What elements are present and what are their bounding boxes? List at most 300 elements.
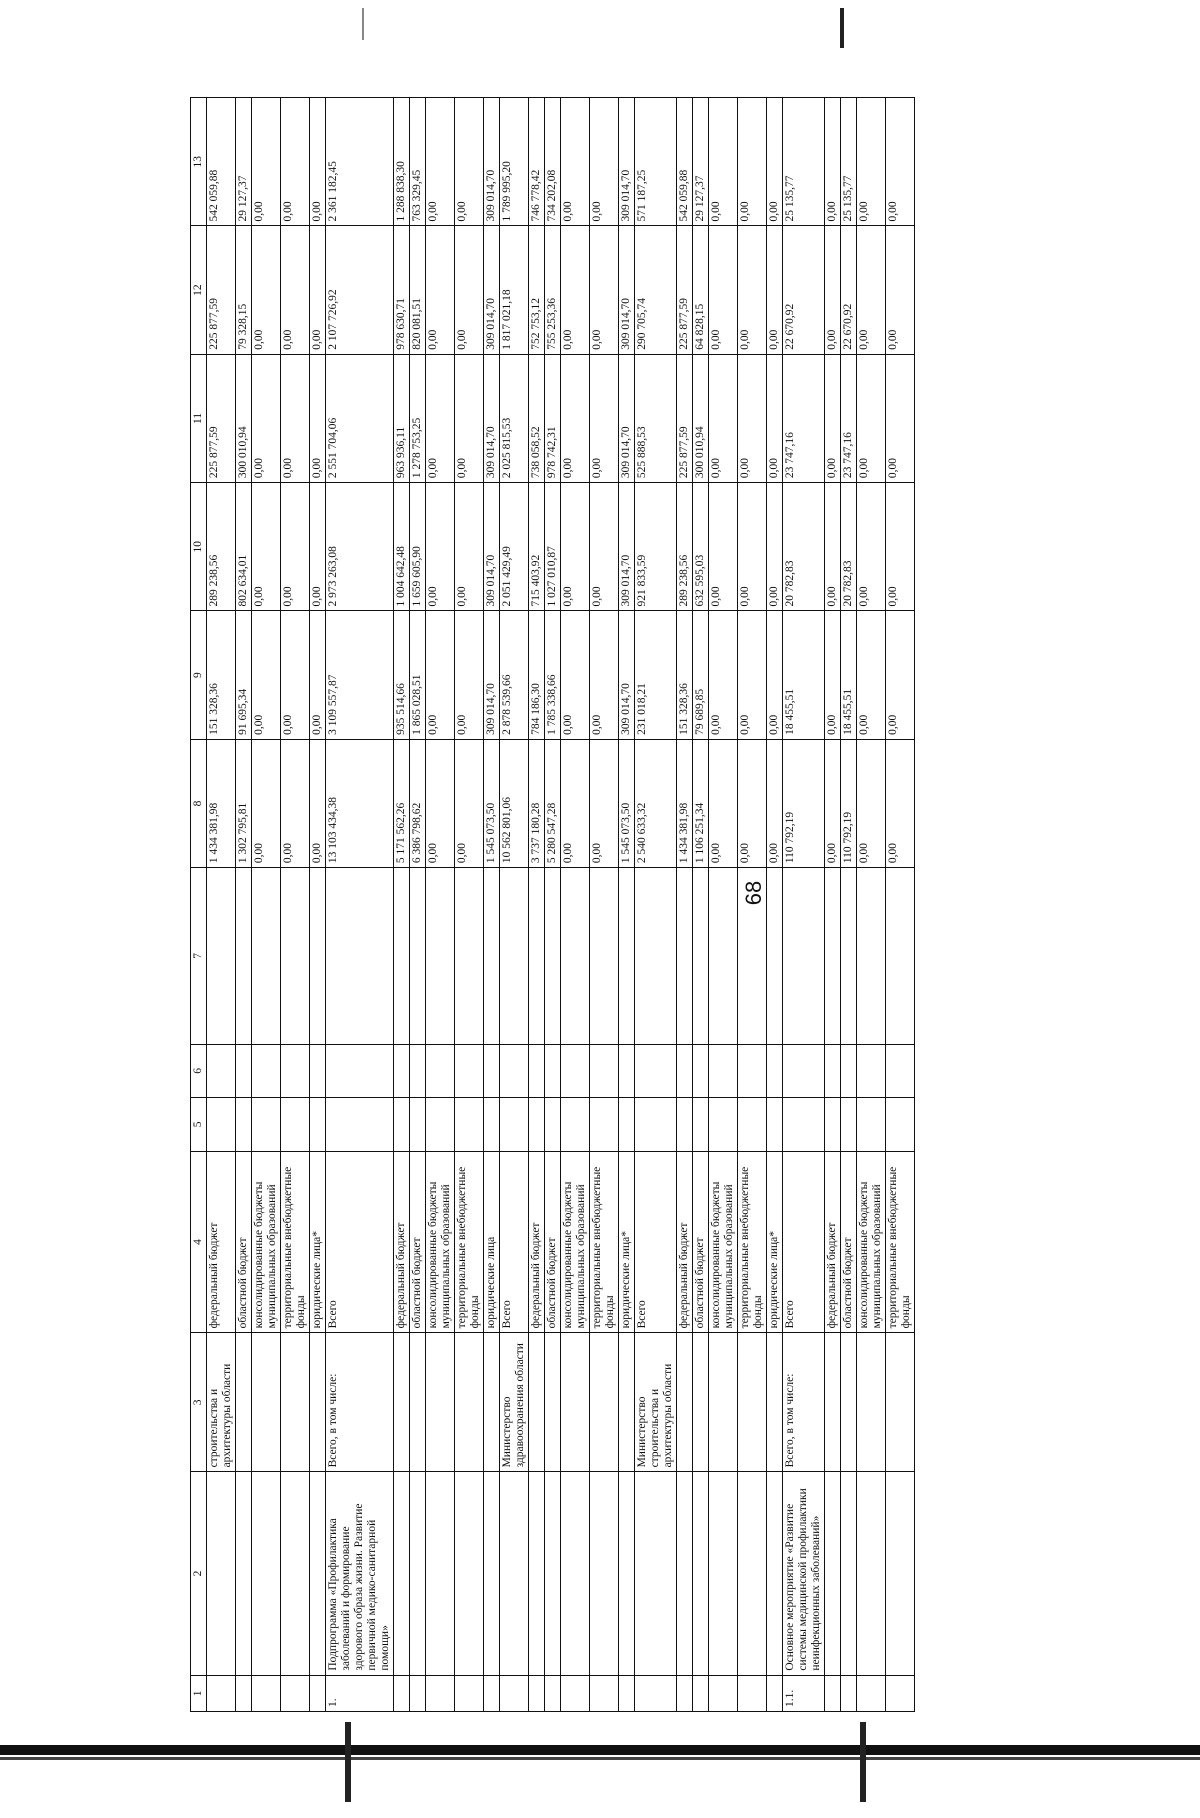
funding-source: областной бюджет: [236, 1151, 252, 1333]
header-col-5: 5: [191, 1098, 207, 1151]
amount-total: 2 540 633,32: [635, 739, 677, 867]
col-5: [677, 1098, 693, 1151]
amount-col-12: 0,00: [767, 226, 783, 354]
scan-edge-bottom-line: [0, 1757, 1200, 1760]
col-7: [236, 868, 252, 1044]
program-name: [484, 1472, 500, 1675]
col-6: [561, 1044, 590, 1097]
executor: [236, 1333, 252, 1472]
col-6: [455, 1044, 484, 1097]
amount-col-10: 0,00: [709, 483, 738, 611]
amount-col-12: 0,00: [455, 226, 484, 354]
amount-col-11: 525 888,53: [635, 354, 677, 482]
program-name: [207, 1472, 236, 1675]
col-5: [500, 1098, 529, 1151]
funding-source: Всего: [500, 1151, 529, 1333]
program-name: [857, 1472, 886, 1675]
amount-col-10: 1 659 605,90: [410, 483, 426, 611]
amount-col-12: 0,00: [857, 226, 886, 354]
col-5: [529, 1098, 545, 1151]
amount-col-10: 0,00: [767, 483, 783, 611]
amount-col-10: 0,00: [310, 483, 326, 611]
amount-col-10: 0,00: [252, 483, 281, 611]
header-col-13: 13: [191, 98, 207, 226]
col-7: [619, 868, 635, 1044]
table-row: [590, 98, 619, 1712]
amount-col-12: 0,00: [310, 226, 326, 354]
executor: [252, 1333, 281, 1472]
amount-col-13: 0,00: [561, 98, 590, 226]
funding-source: консолидированные бюджеты муниципальных образований: [709, 1151, 738, 1333]
amount-col-13: 0,00: [738, 98, 767, 226]
amount-col-13: 0,00: [709, 98, 738, 226]
amount-col-11: 23 747,16: [841, 354, 857, 482]
funding-source: юридические лица: [484, 1151, 500, 1333]
amount-col-12: 0,00: [252, 226, 281, 354]
col-7: [252, 868, 281, 1044]
col-7: [738, 868, 767, 1044]
executor: [738, 1333, 767, 1472]
amount-col-12: 79 328,15: [236, 226, 252, 354]
row-number: [410, 1675, 426, 1711]
program-name: [886, 1472, 915, 1675]
col-7: [500, 868, 529, 1044]
col-6: [825, 1044, 841, 1097]
executor: [426, 1333, 455, 1472]
amount-col-11: 0,00: [857, 354, 886, 482]
row-number: [394, 1675, 410, 1711]
scan-mark: [362, 8, 364, 40]
col-7: [561, 868, 590, 1044]
amount-col-13: 0,00: [252, 98, 281, 226]
program-name: [426, 1472, 455, 1675]
funding-source: консолидированные бюджеты муниципальных образований: [561, 1151, 590, 1333]
executor: [529, 1333, 545, 1472]
funding-source: консолидированные бюджеты муниципальных образований: [857, 1151, 886, 1333]
amount-col-10: 0,00: [455, 483, 484, 611]
amount-col-10: 309 014,70: [619, 483, 635, 611]
program-name: [825, 1472, 841, 1675]
amount-total: 5 280 547,28: [545, 739, 561, 867]
col-7: [825, 868, 841, 1044]
row-number: [709, 1675, 738, 1711]
amount-total: 0,00: [455, 739, 484, 867]
amount-total: 0,00: [590, 739, 619, 867]
amount-col-10: 0,00: [886, 483, 915, 611]
funding-source: юридические лица*: [619, 1151, 635, 1333]
program-name: [677, 1472, 693, 1675]
col-5: [590, 1098, 619, 1151]
table-row: [635, 98, 677, 1712]
funding-source: Всего: [783, 1151, 825, 1333]
amount-col-13: 0,00: [455, 98, 484, 226]
scan-mark: [860, 1722, 866, 1802]
table-row: [738, 98, 767, 1712]
col-7: [545, 868, 561, 1044]
col-7: [783, 868, 825, 1044]
amount-col-11: 0,00: [590, 354, 619, 482]
amount-col-9: 0,00: [252, 611, 281, 739]
amount-col-9: 0,00: [561, 611, 590, 739]
col-6: [783, 1044, 825, 1097]
col-5: [693, 1098, 709, 1151]
funding-source: консолидированные бюджеты муниципальных образований: [426, 1151, 455, 1333]
amount-col-13: 0,00: [590, 98, 619, 226]
amount-col-9: 18 455,51: [841, 611, 857, 739]
funding-source: юридические лица*: [767, 1151, 783, 1333]
table-row: [841, 98, 857, 1712]
funding-source: областной бюджет: [545, 1151, 561, 1333]
header-col-7: 7: [191, 868, 207, 1044]
amount-col-9: 0,00: [709, 611, 738, 739]
amount-col-12: 0,00: [709, 226, 738, 354]
header-col-8: 8: [191, 739, 207, 867]
amount-col-13: 734 202,08: [545, 98, 561, 226]
header-col-12: 12: [191, 226, 207, 354]
row-number: [455, 1675, 484, 1711]
col-5: [783, 1098, 825, 1151]
row-number: [767, 1675, 783, 1711]
header-col-3: 3: [191, 1333, 207, 1472]
page-number: 68: [741, 880, 767, 906]
col-5: [825, 1098, 841, 1151]
row-number: [426, 1675, 455, 1711]
amount-col-11: 0,00: [886, 354, 915, 482]
row-number: [677, 1675, 693, 1711]
executor: [410, 1333, 426, 1472]
amount-col-13: 542 059,88: [207, 98, 236, 226]
col-6: [709, 1044, 738, 1097]
amount-col-9: 91 695,34: [236, 611, 252, 739]
col-7: [709, 868, 738, 1044]
col-5: [561, 1098, 590, 1151]
amount-col-13: 25 135,77: [783, 98, 825, 226]
col-6: [619, 1044, 635, 1097]
table-row: [767, 98, 783, 1712]
executor: строительства и архитектуры области: [207, 1333, 236, 1472]
amount-col-10: 0,00: [281, 483, 310, 611]
amount-col-11: 2 551 704,06: [326, 354, 394, 482]
amount-col-12: 752 753,12: [529, 226, 545, 354]
col-5: [767, 1098, 783, 1151]
scan-mark: [840, 8, 844, 48]
header-col-2: 2: [191, 1472, 207, 1675]
amount-col-12: 0,00: [886, 226, 915, 354]
row-number: [635, 1675, 677, 1711]
col-5: [426, 1098, 455, 1151]
table-row: [500, 98, 529, 1712]
table-row: [619, 98, 635, 1712]
amount-col-11: 0,00: [738, 354, 767, 482]
amount-col-10: 715 403,92: [529, 483, 545, 611]
col-5: [281, 1098, 310, 1151]
col-7: [529, 868, 545, 1044]
funding-source: юридические лица*: [310, 1151, 326, 1333]
executor: [709, 1333, 738, 1472]
funding-source: областной бюджет: [410, 1151, 426, 1333]
amount-col-12: 0,00: [281, 226, 310, 354]
amount-col-10: 0,00: [590, 483, 619, 611]
amount-col-11: 300 010,94: [236, 354, 252, 482]
header-col-1: 1: [191, 1675, 207, 1711]
table-row: [394, 98, 410, 1712]
amount-col-13: 0,00: [281, 98, 310, 226]
amount-col-13: 2 361 182,45: [326, 98, 394, 226]
amount-col-12: 0,00: [738, 226, 767, 354]
amount-total: 0,00: [825, 739, 841, 867]
executor: Всего, в том числе:: [783, 1333, 825, 1472]
col-6: [738, 1044, 767, 1097]
header-col-10: 10: [191, 483, 207, 611]
col-7: [841, 868, 857, 1044]
row-number: [252, 1675, 281, 1711]
header-col-6: 6: [191, 1044, 207, 1097]
col-6: [207, 1044, 236, 1097]
col-6: [590, 1044, 619, 1097]
executor: [841, 1333, 857, 1472]
amount-col-12: 0,00: [561, 226, 590, 354]
amount-col-13: 0,00: [857, 98, 886, 226]
amount-col-9: 0,00: [738, 611, 767, 739]
amount-col-12: 0,00: [426, 226, 455, 354]
amount-col-10: 2 973 263,08: [326, 483, 394, 611]
table-row: [677, 98, 693, 1712]
amount-col-9: 0,00: [825, 611, 841, 739]
amount-total: 0,00: [310, 739, 326, 867]
amount-total: 10 562 801,06: [500, 739, 529, 867]
row-number: [590, 1675, 619, 1711]
amount-col-11: 300 010,94: [693, 354, 709, 482]
amount-col-11: 0,00: [767, 354, 783, 482]
amount-total: 3 737 180,28: [529, 739, 545, 867]
table-row: [455, 98, 484, 1712]
amount-total: 13 103 434,38: [326, 739, 394, 867]
executor: [310, 1333, 326, 1472]
amount-total: 0,00: [426, 739, 455, 867]
scan-mark: [345, 1722, 351, 1802]
row-number: [693, 1675, 709, 1711]
col-6: [310, 1044, 326, 1097]
amount-col-10: 0,00: [738, 483, 767, 611]
col-6: [886, 1044, 915, 1097]
funding-source: областной бюджет: [841, 1151, 857, 1333]
amount-col-13: 29 127,37: [693, 98, 709, 226]
amount-col-11: 23 747,16: [783, 354, 825, 482]
col-6: [236, 1044, 252, 1097]
col-5: [635, 1098, 677, 1151]
amount-col-10: 0,00: [825, 483, 841, 611]
amount-total: 0,00: [886, 739, 915, 867]
table-body: [207, 98, 915, 1712]
funding-source: территориальные внебюджетные фонды: [590, 1151, 619, 1333]
amount-total: 5 171 562,26: [394, 739, 410, 867]
col-5: [545, 1098, 561, 1151]
col-5: [394, 1098, 410, 1151]
amount-col-9: 79 689,85: [693, 611, 709, 739]
funding-source: федеральный бюджет: [529, 1151, 545, 1333]
amount-col-10: 289 238,56: [677, 483, 693, 611]
amount-col-11: 225 877,59: [207, 354, 236, 482]
executor: [455, 1333, 484, 1472]
table-row: [886, 98, 915, 1712]
amount-col-9: 0,00: [281, 611, 310, 739]
amount-col-10: 0,00: [857, 483, 886, 611]
program-name: [635, 1472, 677, 1675]
program-name: [252, 1472, 281, 1675]
program-name: [767, 1472, 783, 1675]
col-7: [426, 868, 455, 1044]
amount-col-12: 309 014,70: [619, 226, 635, 354]
amount-col-11: 0,00: [825, 354, 841, 482]
program-name: [590, 1472, 619, 1675]
table-row: [709, 98, 738, 1712]
amount-col-11: 225 877,59: [677, 354, 693, 482]
program-name: [619, 1472, 635, 1675]
col-6: [767, 1044, 783, 1097]
scan-edge-bottom: [0, 1745, 1200, 1755]
col-6: [484, 1044, 500, 1097]
table-row: [326, 98, 394, 1712]
col-6: [281, 1044, 310, 1097]
amount-col-11: 0,00: [426, 354, 455, 482]
executor: [545, 1333, 561, 1472]
col-5: [252, 1098, 281, 1151]
col-5: [310, 1098, 326, 1151]
program-name: [709, 1472, 738, 1675]
table-row: [545, 98, 561, 1712]
amount-col-11: 0,00: [561, 354, 590, 482]
row-number: [281, 1675, 310, 1711]
amount-col-9: 231 018,21: [635, 611, 677, 739]
amount-col-10: 1 004 642,48: [394, 483, 410, 611]
table-row: [529, 98, 545, 1712]
rotated-table-wrapper: [190, 97, 1190, 1712]
col-7: [281, 868, 310, 1044]
amount-col-12: 64 828,15: [693, 226, 709, 354]
amount-col-12: 1 817 021,18: [500, 226, 529, 354]
amount-col-9: 0,00: [886, 611, 915, 739]
amount-col-9: 309 014,70: [484, 611, 500, 739]
program-name: Подпрограмма «Профилактика заболеваний и формирование здорового образа жизни. Развитие первичной медико-санитарной помощи»: [326, 1472, 394, 1675]
col-6: [426, 1044, 455, 1097]
amount-col-9: 0,00: [857, 611, 886, 739]
col-6: [841, 1044, 857, 1097]
col-7: [857, 868, 886, 1044]
table-row: [561, 98, 590, 1712]
program-name: [310, 1472, 326, 1675]
col-6: [693, 1044, 709, 1097]
amount-col-12: 225 877,59: [207, 226, 236, 354]
amount-col-10: 921 833,59: [635, 483, 677, 611]
amount-col-10: 20 782,83: [841, 483, 857, 611]
col-5: [886, 1098, 915, 1151]
amount-col-9: 0,00: [310, 611, 326, 739]
amount-col-12: 0,00: [590, 226, 619, 354]
executor: [677, 1333, 693, 1472]
funding-source: областной бюджет: [693, 1151, 709, 1333]
executor: [825, 1333, 841, 1472]
amount-col-11: 309 014,70: [484, 354, 500, 482]
executor: [857, 1333, 886, 1472]
col-7: [484, 868, 500, 1044]
amount-col-9: 0,00: [426, 611, 455, 739]
table-row: [281, 98, 310, 1712]
amount-col-10: 20 782,83: [783, 483, 825, 611]
row-number: [857, 1675, 886, 1711]
program-name: [545, 1472, 561, 1675]
amount-total: 1 302 795,81: [236, 739, 252, 867]
header-col-9: 9: [191, 611, 207, 739]
amount-col-12: 820 081,51: [410, 226, 426, 354]
col-5: [236, 1098, 252, 1151]
amount-col-11: 978 742,31: [545, 354, 561, 482]
amount-col-13: 0,00: [886, 98, 915, 226]
amount-col-13: 0,00: [825, 98, 841, 226]
program-name: [693, 1472, 709, 1675]
header-row: [191, 98, 207, 1712]
amount-col-11: 0,00: [709, 354, 738, 482]
amount-total: 1 545 073,50: [619, 739, 635, 867]
amount-col-12: 290 705,74: [635, 226, 677, 354]
funding-source: федеральный бюджет: [207, 1151, 236, 1333]
col-7: [767, 868, 783, 1044]
col-5: [207, 1098, 236, 1151]
col-7: [635, 868, 677, 1044]
amount-col-12: 2 107 726,92: [326, 226, 394, 354]
col-6: [635, 1044, 677, 1097]
funding-source: федеральный бюджет: [825, 1151, 841, 1333]
row-number: [825, 1675, 841, 1711]
table-row: [857, 98, 886, 1712]
program-name: Основное мероприятие «Развитие системы медицинской профилактики неинфекционных заболеваний»: [783, 1472, 825, 1675]
col-7: [590, 868, 619, 1044]
amount-total: 6 386 798,62: [410, 739, 426, 867]
amount-col-10: 1 027 010,87: [545, 483, 561, 611]
col-5: [738, 1098, 767, 1151]
amount-col-9: 784 186,30: [529, 611, 545, 739]
amount-col-13: 0,00: [310, 98, 326, 226]
amount-col-9: 18 455,51: [783, 611, 825, 739]
program-name: [394, 1472, 410, 1675]
row-number: [529, 1675, 545, 1711]
row-number: [619, 1675, 635, 1711]
amount-total: 1 106 251,34: [693, 739, 709, 867]
amount-col-11: 963 936,11: [394, 354, 410, 482]
program-name: [841, 1472, 857, 1675]
amount-col-12: 22 670,92: [841, 226, 857, 354]
amount-col-9: 3 109 557,87: [326, 611, 394, 739]
amount-total: 1 434 381,98: [677, 739, 693, 867]
col-6: [252, 1044, 281, 1097]
amount-col-12: 309 014,70: [484, 226, 500, 354]
amount-col-9: 1 865 028,51: [410, 611, 426, 739]
col-5: [709, 1098, 738, 1151]
header-col-11: 11: [191, 354, 207, 482]
amount-col-13: 309 014,70: [619, 98, 635, 226]
amount-col-13: 0,00: [426, 98, 455, 226]
executor: Министерство здравоохранения области: [500, 1333, 529, 1472]
col-5: [857, 1098, 886, 1151]
executor: Министерство строительства и архитектуры области: [635, 1333, 677, 1472]
col-7: [410, 868, 426, 1044]
amount-total: 0,00: [767, 739, 783, 867]
executor: [693, 1333, 709, 1472]
amount-total: 0,00: [281, 739, 310, 867]
col-5: [410, 1098, 426, 1151]
col-6: [410, 1044, 426, 1097]
program-name: [500, 1472, 529, 1675]
col-5: [326, 1098, 394, 1151]
